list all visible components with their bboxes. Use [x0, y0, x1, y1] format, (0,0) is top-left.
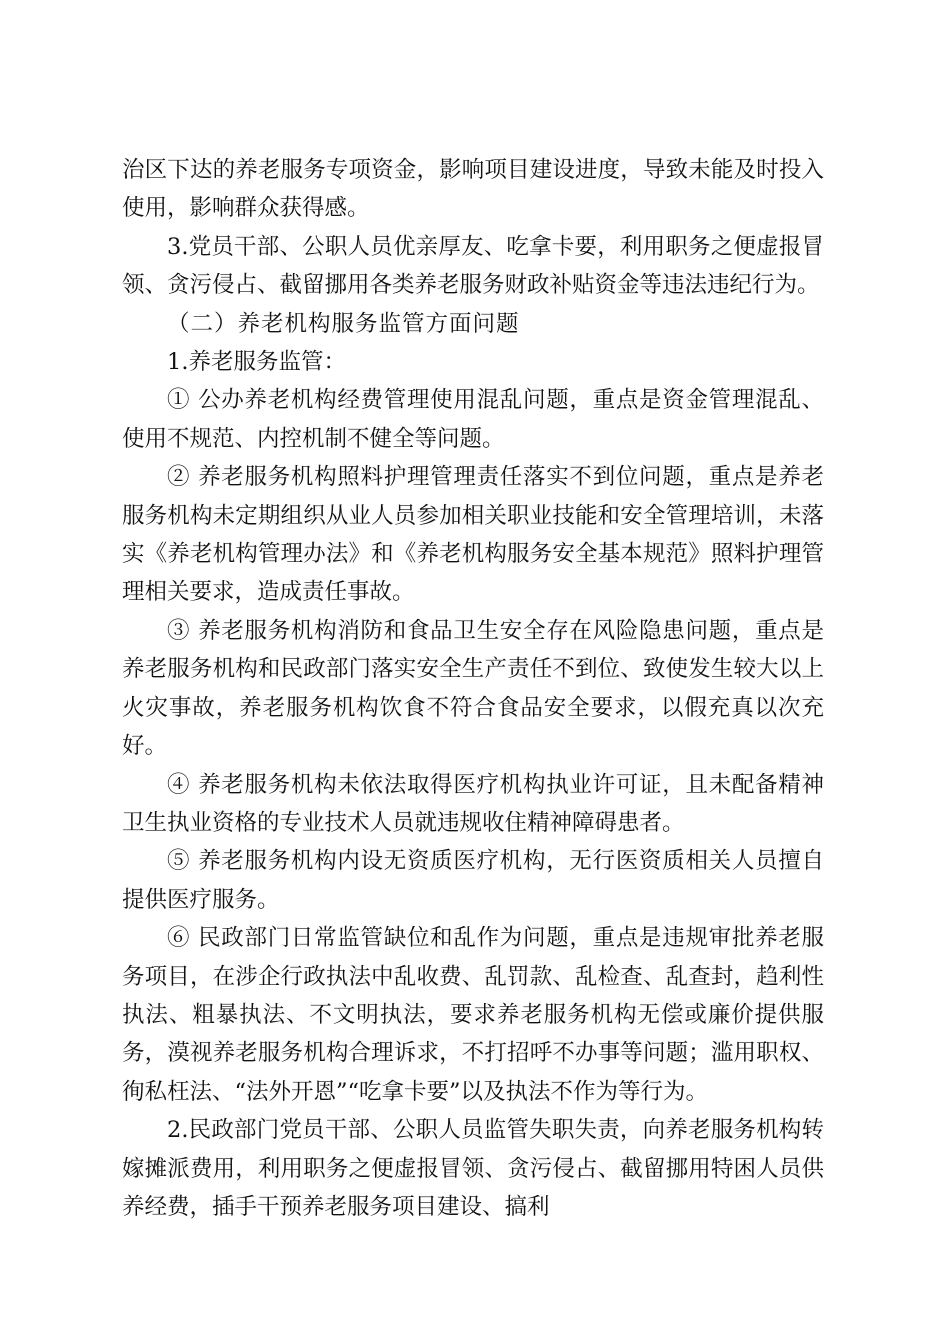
- paragraph-point-4: ④ 养老服务机构未依法取得医疗机构执业许可证，且未配备精神卫生执业资格的专业技术人员就违规收住精神障碍患者。: [122, 771, 824, 836]
- paragraph-item-3: 3.党员干部、公职人员优亲厚友、吃拿卡要，利用职务之便虚报冒领、贪污侵占、截留挪用各类养老服务财政补贴资金等违法违纪行为。: [122, 233, 824, 299]
- subsection-heading-1: 1.养老服务监管：: [167, 349, 346, 376]
- paragraph-item-2: 2.民政部门党员干部、公职人员监管失职失责，向养老服务机构转嫁摊派费用，利用职务之便虚报冒领、贪污侵占、截留挪用特困人员供养经费，插手干预养老服务项目建设、搞利: [122, 1117, 824, 1220]
- document-page: [122, 151, 824, 1226]
- paragraph-point-6: ⑥ 民政部门日常监管缺位和乱作为问题，重点是违规审批养老服务项目，在涉企行政执法中乱收费、乱罚款、乱检查、乱查封，趋利性执法、粗暴执法、不文明执法，要求养老服务机构无偿或廉价提供服务，漠视养老服务机构合理诉求，不打招呼不办事等问题；滥用职权、徇私枉法、“法外开恩”“吃拿卡要”以及执法不作为等行为。: [122, 925, 824, 1105]
- paragraph-point-3: ③ 养老服务机构消防和食品卫生安全存在风险隐患问题，重点是养老服务机构和民政部门落实安全生产责任不到位、致使发生较大以上火灾事故，养老服务机构饮食不符合食品安全要求，以假充真以次充好。: [122, 617, 824, 760]
- paragraph-point-5: ⑤ 养老服务机构内设无资质医疗机构，无行医资质相关人员擅自提供医疗服务。: [122, 848, 824, 913]
- section-heading-2: （二）养老机构服务监管方面问题: [167, 310, 520, 337]
- paragraph-point-2: ② 养老服务机构照料护理管理责任落实不到位问题，重点是养老服务机构未定期组织从业人员参加相关职业技能和安全管理培训，未落实《养老机构管理办法》和《养老机构服务安全基本规范》照料护理管理相关要求，造成责任事故。: [122, 464, 824, 606]
- paragraph-point-1: ① 公办养老机构经费管理使用混乱问题，重点是资金管理混乱、使用不规范、内控机制不健全等问题。: [122, 387, 824, 452]
- paragraph-continuation: 治区下达的养老服务专项资金，影响项目建设进度，导致未能及时投入使用，影响群众获得感。: [122, 157, 824, 222]
